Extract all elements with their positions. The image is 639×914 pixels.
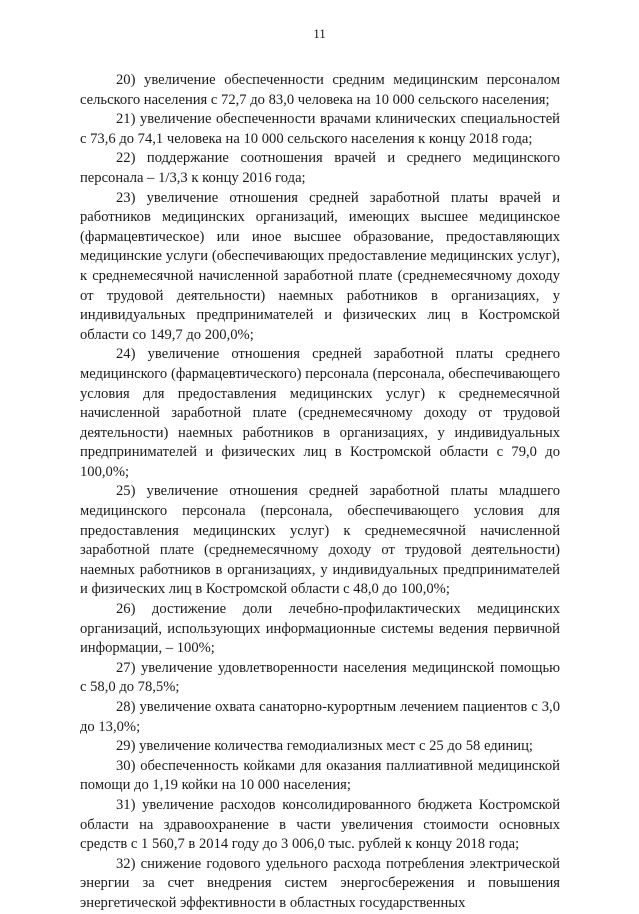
list-item-30: 30) обеспеченность койками для оказания паллиативной медицинской помощи до 1,19 койки на 10 000 населения; — [80, 757, 560, 794]
list-item-25: 25) увеличение отношения средней заработной платы младшего медицинского персонала (персонала, обеспечивающего условия для предоставления медицинских услуг) к среднемесячной начисленной заработной плате (среднемесячному доходу от трудовой деятельности) наемных работников в организациях, у индивидуальных предпринимателей и физических лиц в Костромской области с 48,0 до 100,0%; — [80, 483, 560, 598]
list-item-22: 22) поддержание соотношения врачей и среднего медицинского персонала – 1/3,3 к концу 2016 года; — [80, 150, 560, 186]
list-item-27: 27) увеличение удовлетворенности населения медицинской помощью с 58,0 до 78,5%; — [80, 659, 560, 696]
page-number: 11 — [313, 26, 326, 41]
list-item-26: 26) достижение доли лечебно-профилактических медицинских организаций, использующих информационные системы ведения первичной информации, – 100%; — [80, 601, 560, 657]
list-item-32: 32) снижение годового удельного расхода потребления электрической энергии за счет внедрения систем энергосбережения и повышения энергетической эффективности в областных государственных — [80, 855, 560, 911]
list-item-21: 21) увеличение обеспеченности врачами клинических специальностей с 73,6 до 74,1 человека на 10 000 сельского населения к концу 2018 года; — [80, 111, 560, 147]
document-body — [80, 71, 560, 914]
list-item-29: 29) увеличение количества гемодиализных мест с 25 до 58 единиц; — [116, 738, 533, 755]
list-item-24: 24) увеличение отношения средней заработной платы среднего медицинского (фармацевтического) персонала (персонала, обеспечивающего условия для предоставления медицинских услуг) к среднемесячной начисленной заработной плате (среднемесячному доходу от трудовой деятельности) наемных работников в организациях, у индивидуальных предпринимателей и физических лиц в Костромской области с 79,0 до 100,0%; — [80, 346, 560, 480]
list-item-31: 31) увеличение расходов консолидированного бюджета Костромской области на здравоохранение в части увеличения стоимости основных средств с 1 560,7 в 2014 году до 3 006,0 тыс. рублей к концу 2018 года; — [80, 796, 560, 853]
list-item-28: 28) увеличение охвата санаторно-курортным лечением пациентов с 3,0 до 13,0%; — [80, 699, 560, 735]
list-item-23: 23) увеличение отношения средней заработной платы врачей и работников медицинских организаций, имеющих высшее медицинское (фармацевтическое) или иное высшее образование, предоставляющих медицинские услуги (обеспечивающих предоставление медицинских услуг), к среднемесячной начисленной заработной плате (среднемесячному доходу от трудовой деятельности) наемных работников в организациях, у индивидуальных предпринимателей и физических лиц в Костромской области со 149,7 до 200,0%; — [80, 189, 560, 343]
list-item-20: 20) увеличение обеспеченности средним медицинским персоналом сельского населения с 72,7 до 83,0 человека на 10 000 сельского населения; — [80, 72, 560, 108]
